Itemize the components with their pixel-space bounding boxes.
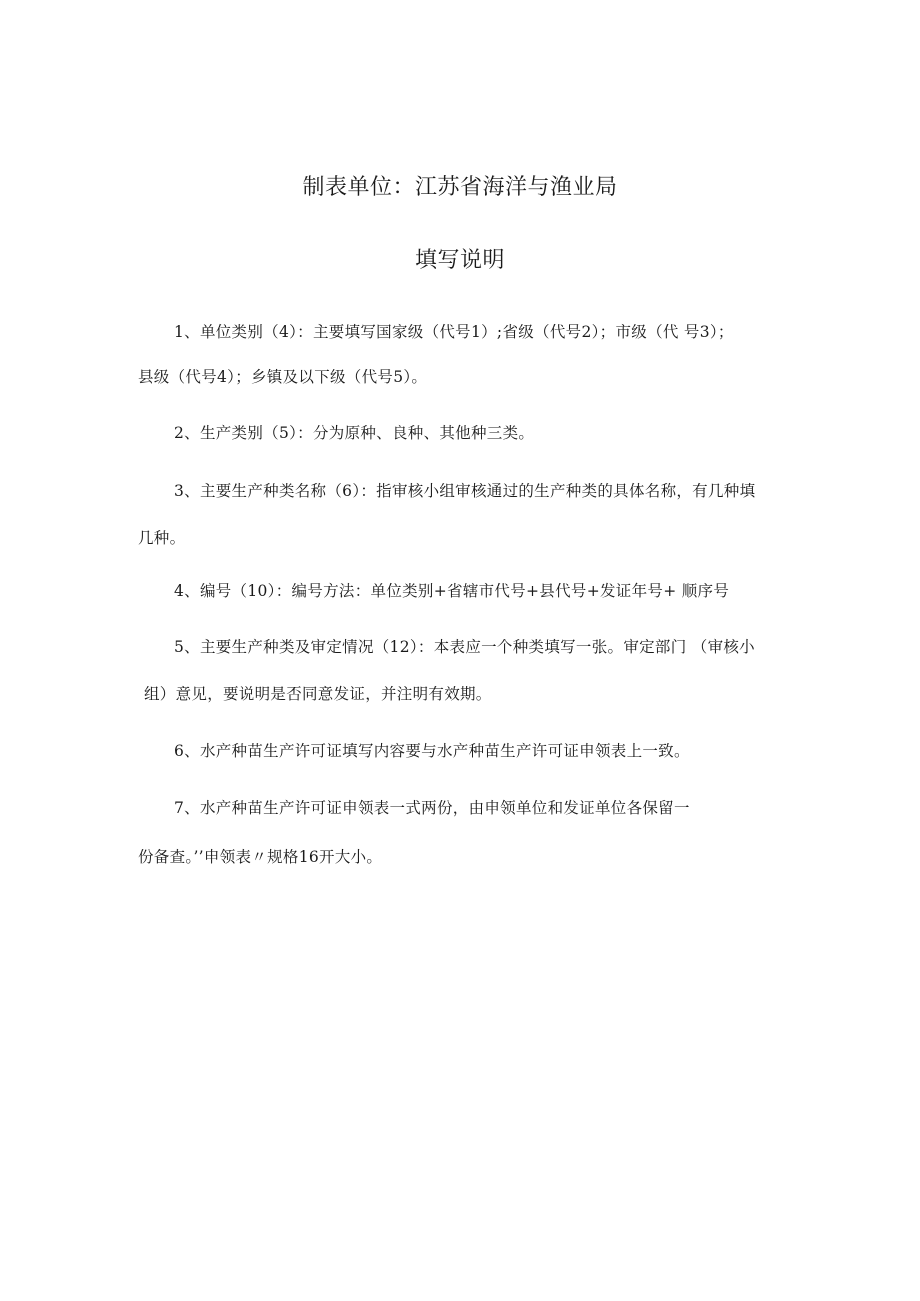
instruction-item-3-line-2: 几种。 (138, 529, 186, 547)
instruction-item-7-line-1: 7、水产种苗生产许可证申领表一式两份，由申领单位和发证单位各保留一 (174, 799, 690, 817)
org-title: 制表单位：江苏省海洋与渔业局 (302, 175, 618, 200)
instruction-item-1-line-2: 县级（代号4）；乡镇及以下级（代号5）。 (138, 368, 428, 386)
instruction-item-5-line-1: 5、主要生产种类及审定情况（12）：本表应一个种类填写一张。审定部门 （审核小 (174, 638, 755, 656)
instruction-item-7-line-2: 份备查。’’申领表〃规格16开大小。 (138, 848, 383, 866)
instruction-item-5-line-2: 组）意见，要说明是否同意发证，并注明有效期。 (144, 685, 492, 703)
instruction-item-6-line-1: 6、水产种苗生产许可证填写内容要与水产种苗生产许可证申领表上一致。 (174, 742, 690, 760)
instructions-title: 填写说明 (414, 248, 505, 273)
instruction-item-2-line-1: 2、生产类别（5）：分为原种、良种、其他种三类。 (174, 424, 535, 442)
instruction-item-3-line-1: 3、主要生产种类名称（6）：指审核小组审核通过的生产种类的具体名称，有几种填 (174, 482, 756, 500)
instruction-item-4-line-1: 4、编号（10）：编号方法：单位类别+省辖市代号+县代号+发证年号+ 顺序号 (174, 582, 730, 600)
instruction-item-1-line-1: 1、单位类别（4）：主要填写国家级（代号1）;省级（代号2）；市级（代 号3）； (174, 323, 734, 341)
